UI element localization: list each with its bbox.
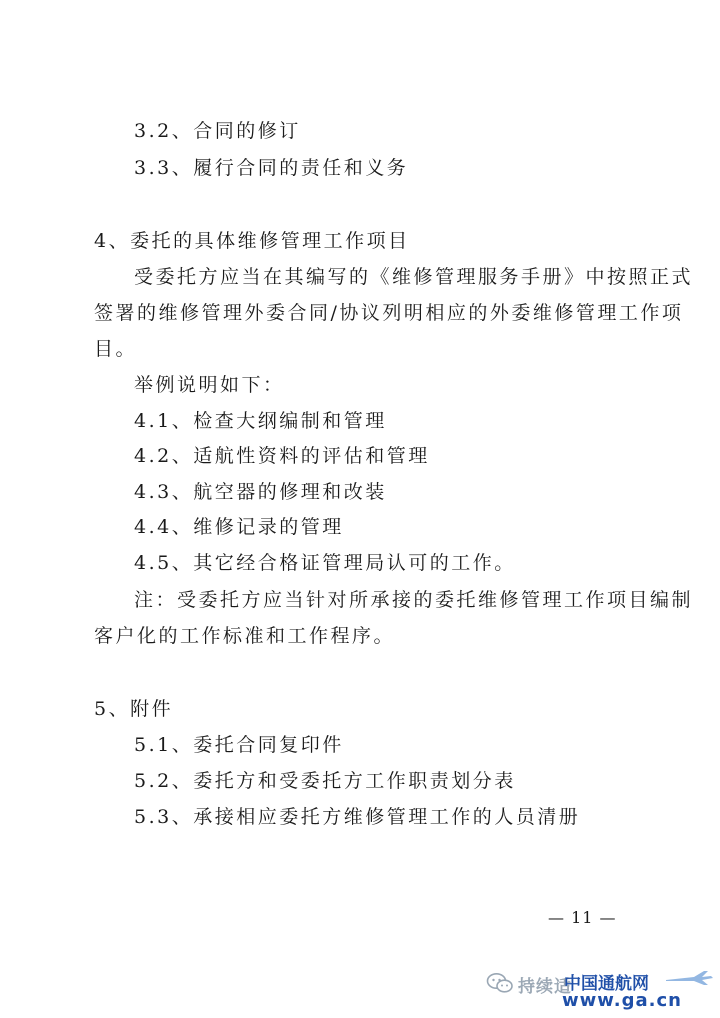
section-4-heading: 4、委托的具体维修管理工作项目 <box>94 230 410 252</box>
section-4-paragraph-line-1: 受委托方应当在其编写的《维修管理服务手册》中按照正式 <box>134 266 694 288</box>
section-3-2: 3.2、合同的修订 <box>134 120 301 142</box>
watermark-account-text: 持续适 <box>518 977 572 997</box>
section-5-1: 5.1、委托合同复印件 <box>134 734 344 756</box>
section-4-2: 4.2、适航性资料的评估和管理 <box>134 445 430 467</box>
section-5-heading: 5、附件 <box>94 698 174 720</box>
note-line-1: 注：受委托方应当针对所承接的委托维修管理工作项目编制 <box>134 589 694 611</box>
section-4-paragraph-line-2: 签署的维修管理外委合同/协议列明相应的外委维修管理工作项 <box>94 302 684 324</box>
airplane-icon <box>664 968 714 988</box>
section-4-4: 4.4、维修记录的管理 <box>134 516 344 538</box>
section-4-3: 4.3、航空器的修理和改装 <box>134 481 387 503</box>
section-3-3: 3.3、履行合同的责任和义务 <box>134 157 409 179</box>
section-4-1: 4.1、检查大纲编制和管理 <box>134 410 387 432</box>
note-line-2: 客户化的工作标准和工作程序。 <box>94 625 396 647</box>
wechat-icon <box>486 972 514 994</box>
section-4-5: 4.5、其它经合格证管理局认可的工作。 <box>134 552 516 574</box>
section-4-paragraph-line-3: 目。 <box>94 338 138 360</box>
watermark-site: www.ga.cn <box>562 990 682 1011</box>
watermark-brand: 中国通航网 <box>564 974 649 994</box>
page-number: — 11 — <box>548 908 617 927</box>
source-watermark <box>486 966 716 1014</box>
section-5-3: 5.3、承接相应委托方维修管理工作的人员清册 <box>134 806 581 828</box>
example-intro: 举例说明如下： <box>134 374 285 396</box>
section-5-2: 5.2、委托方和受委托方工作职责划分表 <box>134 770 516 792</box>
